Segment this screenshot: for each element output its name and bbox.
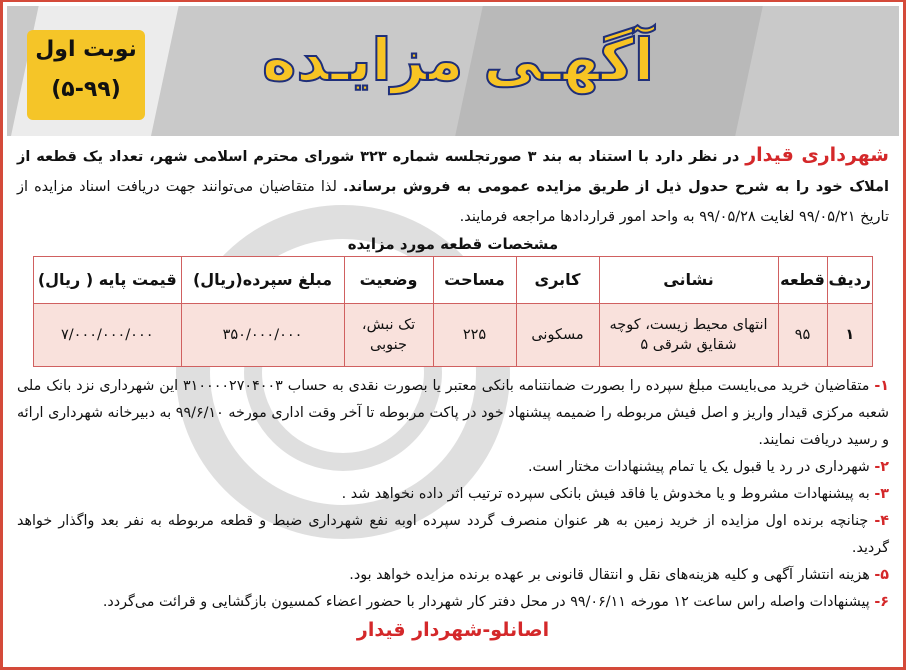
col-row-number: ردیف [827, 257, 872, 304]
item-text: پیشنهادات واصله راس ساعت ۱۲ مورخه ۹۹/۰۶/۱۱ در محل دفتر کار شهردار با حضور اعضاء کمسیون بازگشایی و قرائت می‌گردد. [102, 594, 875, 610]
cell-address: انتهای محیط زیست، کوچه شقایق شرقی ۵ [599, 304, 778, 367]
col-base-price: قیمت پایه ( ریال) [34, 257, 182, 304]
cell-usage: مسکونی [516, 304, 599, 367]
cell-deposit: ۳۵۰/۰۰۰/۰۰۰ [181, 304, 344, 367]
list-item [17, 589, 889, 616]
cell-row-number: ۱ [827, 304, 872, 367]
item-number: ۵- [874, 567, 889, 583]
ad-body [17, 140, 889, 644]
cell-base-price: ۷/۰۰۰/۰۰۰/۰۰۰ [34, 304, 182, 367]
ad-header [7, 6, 899, 136]
col-address: نشانی [599, 257, 778, 304]
list-item [17, 508, 889, 562]
col-status: وضعیت [344, 257, 433, 304]
cell-area: ۲۲۵ [433, 304, 516, 367]
col-area: مساحت [433, 257, 516, 304]
item-text: به پیشنهادات مشروط و یا مخدوش یا فاقد فیش بانکی سپرده ترتیب اثر داده نخواهد شد . [341, 486, 875, 502]
col-usage: کابری [516, 257, 599, 304]
municipality-name: شهرداری قیدار [745, 144, 889, 166]
item-number: ۴- [874, 513, 889, 529]
list-item [17, 562, 889, 589]
intro-text-1: در نظر دارد با استناد به بند ۳ صورتجلسه شماره ۳۲۳ شورای محترم اسلامی شهر، تعداد یک قطعه از املاک خود را به شرح حدول ذیل از طریق مزایده عمومی به فروش برساند. [17, 149, 889, 195]
table-row [34, 304, 873, 367]
item-number: ۱- [874, 378, 889, 394]
list-item [17, 481, 889, 508]
item-number: ۳- [874, 486, 889, 502]
item-text: هزینه انتشار آگهی و کلیه هزینه‌های نقل و انتقال قانونی بر عهده برنده مزایده خواهد بود. [349, 567, 875, 583]
turn-line2: (۵-۹۹) [51, 77, 121, 102]
ad-title: آگهـی مزایـده [262, 26, 654, 94]
col-plot: قطعه [778, 257, 827, 304]
spec-title: مشخصات قطعه مورد مزایده [347, 235, 559, 253]
item-text: متقاضیان خرید می‌بایست مبلغ سپرده را بصورت ضمانتنامه بانکی معتبر یا بصورت نقدی به حساب ۳۱۰۰۰۰۲۷۰۴۰۰۳ این شهرداری نزد بانک ملی شعبه مرکزی قیدار واریز و اصل فیش مربوطه را ضمیمه پیشنهاد خود در پاکت مربوطه تا آخر وقت اداری مورخه ۹۹/۶/۱۰ به دبیرخانه شهرداری ارائه و رسید دریافت نمایند. [17, 378, 889, 448]
item-number: ۲- [874, 459, 889, 475]
spec-table [33, 256, 873, 367]
signature: اصانلو-شهردار قیدار [356, 619, 550, 641]
cell-status: تک نبش، جنوبی [344, 304, 433, 367]
col-deposit: مبلغ سپرده(ریال) [181, 257, 344, 304]
list-item [17, 454, 889, 481]
item-number: ۶- [874, 594, 889, 610]
spec-header-row [34, 257, 873, 304]
intro-text-2: لذا متقاضیان می‌توانند جهت دریافت اسناد مزایده از تاریخ ۹۹/۰۵/۲۱ لغایت ۹۹/۰۵/۲۸ به واحد امور قراردادها مراجعه فرمایند. [17, 179, 889, 225]
turn-line1: نوبت اول [35, 37, 137, 62]
intro-paragraph [17, 140, 889, 232]
item-text: چنانچه برنده اول مزایده از خرید زمین به هر عنوان منصرف گردد سپرده اوبه نفع شهرداری ضبط و قطعه مربوطه به نفر بعد واگذار خواهد گردید. [17, 513, 889, 556]
cell-plot: ۹۵ [778, 304, 827, 367]
item-text: شهرداری در رد یا قبول یک یا تمام پیشنهادات مختار است. [527, 459, 875, 475]
turn-badge [27, 30, 145, 120]
list-item [17, 373, 889, 454]
conditions-list [17, 373, 889, 616]
